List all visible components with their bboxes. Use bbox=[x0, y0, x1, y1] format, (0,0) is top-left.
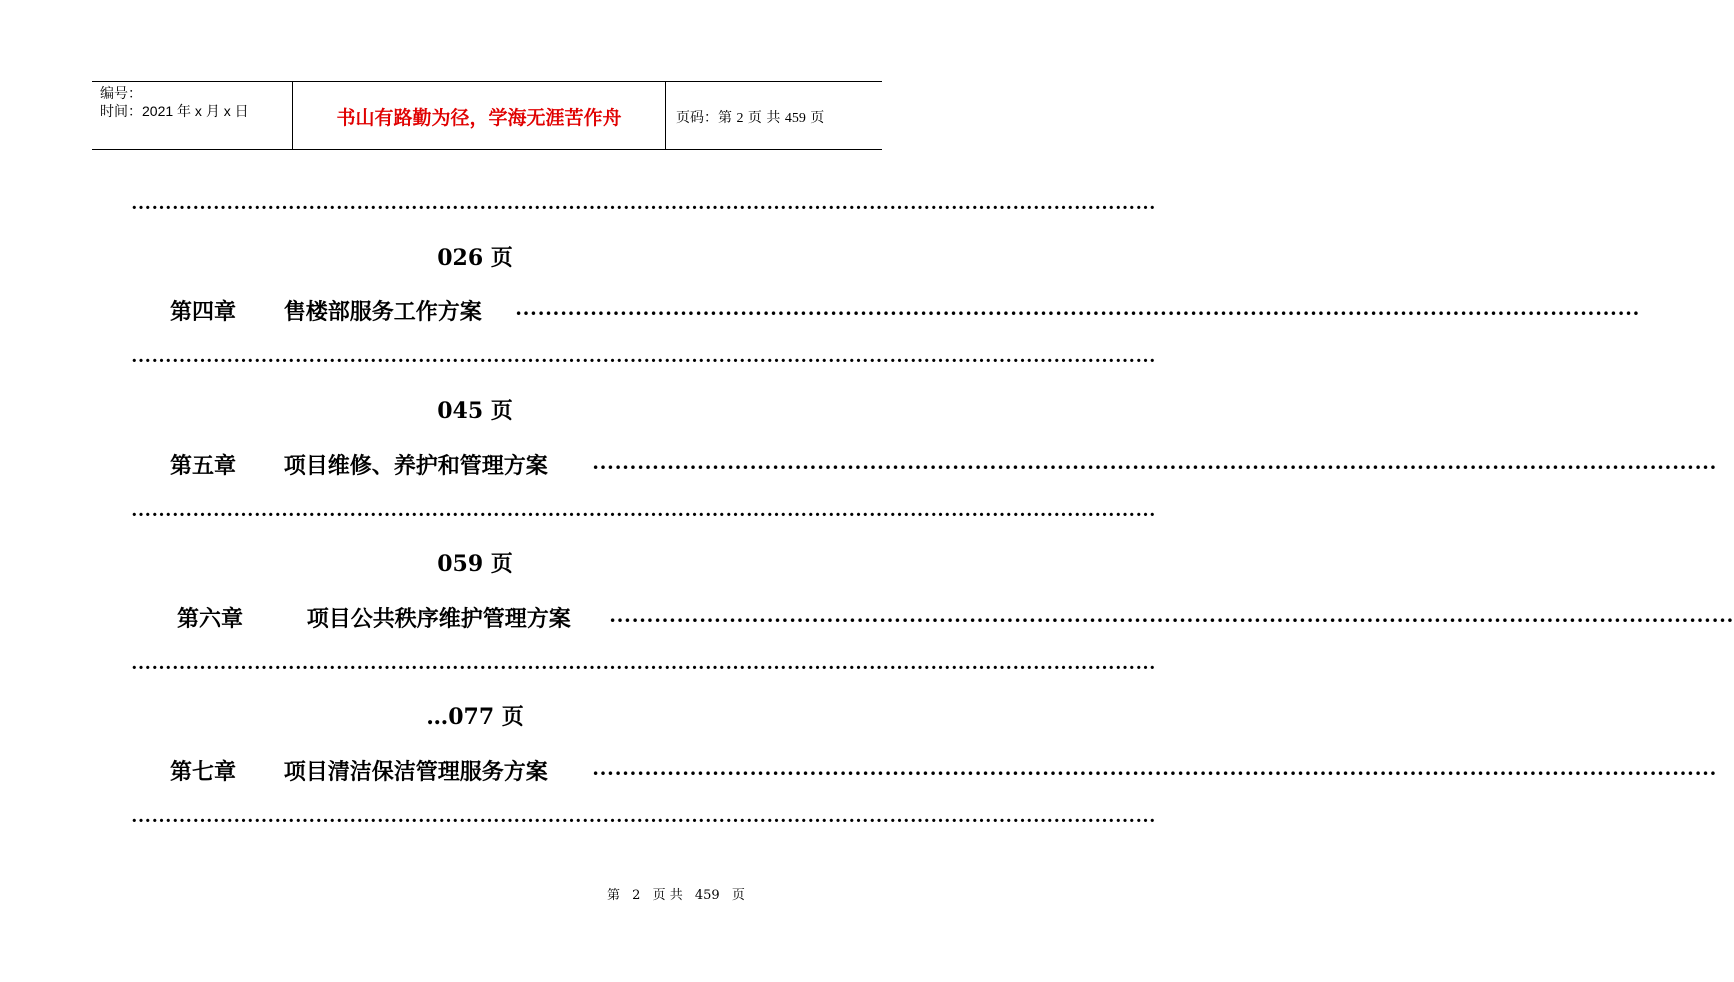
page-mid: 页 共 bbox=[747, 110, 781, 126]
leader-dots: …………………………………………………………………………………………………………………………………… bbox=[131, 345, 1156, 367]
toc-page-ref: 045 页 bbox=[437, 398, 513, 424]
leader-dots: …………………………………………………………………………………………………………………………………… bbox=[515, 295, 1640, 320]
chapter-title: 项目维修、养护和管理方案 bbox=[283, 453, 548, 479]
page-suffix: 页 bbox=[810, 110, 825, 126]
toc-page-ref: 026 页 bbox=[437, 245, 513, 271]
toc-page-ref: …077 页 bbox=[426, 704, 524, 730]
footer-prefix: 第 bbox=[607, 888, 621, 903]
leader-dots: …………………………………………………………………………………………………………………………………… bbox=[131, 652, 1156, 674]
footer-current: 2 bbox=[632, 888, 641, 903]
leader-dots: …………………………………………………………………………………………………………………………………… bbox=[592, 449, 1717, 474]
page-footer bbox=[607, 884, 753, 903]
toc-entry[interactable] bbox=[170, 449, 1717, 480]
toc-entry[interactable] bbox=[170, 295, 1640, 326]
header-page-indicator bbox=[676, 107, 824, 127]
page-total: 459 bbox=[784, 111, 806, 126]
chapter-title: 项目清洁保洁管理服务方案 bbox=[283, 759, 548, 785]
leader-dots: …………………………………………………………………………………………………………………………………… bbox=[592, 755, 1717, 780]
chapter-number: 第七章 bbox=[170, 759, 237, 785]
footer-suffix: 页 bbox=[731, 888, 745, 903]
leader-dots: …………………………………………………………………………………………………………………………………… bbox=[131, 499, 1156, 521]
header-motto: 书山有路勤为径，学海无涯苦作舟 bbox=[336, 107, 622, 129]
chapter-number: 第四章 bbox=[170, 299, 237, 325]
toc-entry[interactable] bbox=[177, 602, 1734, 633]
chapter-title: 售楼部服务工作方案 bbox=[283, 299, 482, 325]
header-bottom-rule bbox=[92, 149, 882, 150]
page-current: 2 bbox=[736, 111, 744, 126]
footer-mid: 页 共 bbox=[652, 888, 683, 903]
header-divider bbox=[665, 81, 666, 150]
chapter-number: 第六章 bbox=[177, 606, 244, 632]
chapter-number: 第五章 bbox=[170, 453, 237, 479]
leader-dots: …………………………………………………………………………………………………………………………………… bbox=[131, 192, 1156, 214]
header-top-rule bbox=[92, 81, 882, 82]
page-prefix: 页码：第 bbox=[676, 110, 732, 126]
leader-dots: …………………………………………………………………………………………………………………………………… bbox=[609, 602, 1734, 627]
chapter-title: 项目公共秩序维护管理方案 bbox=[306, 606, 571, 632]
number-label: 编号： bbox=[100, 85, 142, 101]
time-label: 时间：2021 年 x 月 x 日 bbox=[100, 103, 249, 119]
toc-entry[interactable] bbox=[170, 755, 1717, 786]
header-meta bbox=[100, 84, 249, 120]
leader-dots: …………………………………………………………………………………………………………………………………… bbox=[131, 805, 1156, 827]
footer-total: 459 bbox=[694, 888, 720, 903]
toc-page-ref: 059 页 bbox=[437, 551, 513, 577]
